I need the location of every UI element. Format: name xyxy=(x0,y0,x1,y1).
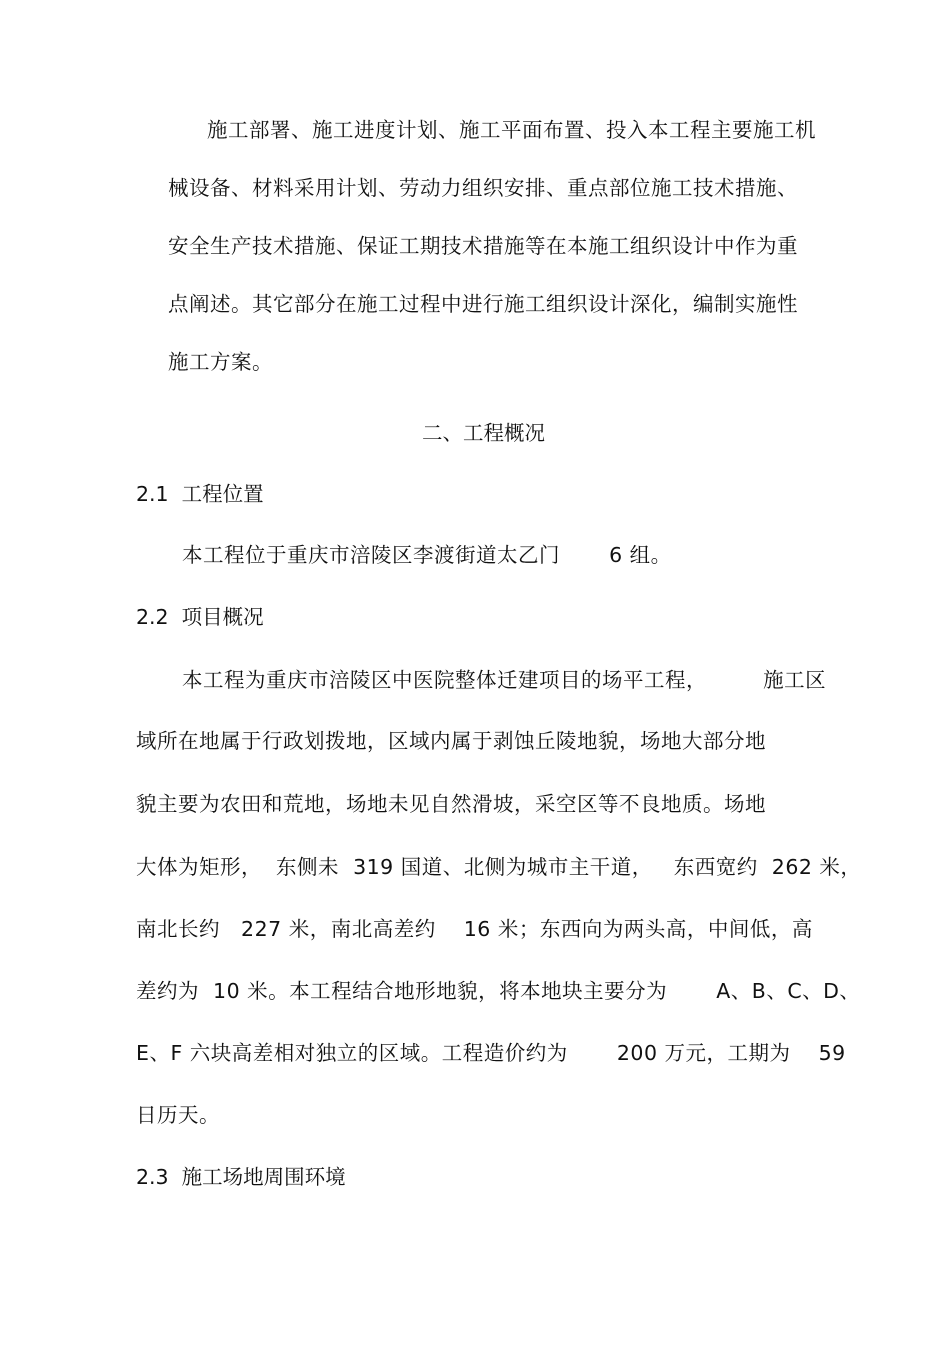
heading-2-3: 2.3 施工场地周围环境 xyxy=(136,1165,346,1189)
intro-line-2: 械设备、材料采用计划、劳动力组织安排、重点部位施工技术措施、 xyxy=(168,176,798,200)
overview-line-7: E、F 六块高差相对独立的区域。工程造价约为 200 万元，工期为 59 xyxy=(136,1041,846,1065)
overview-line-3: 貌主要为农田和荒地，场地未见自然滑坡，采空区等不良地质。场地 xyxy=(136,792,766,816)
section-title: 二、工程概况 xyxy=(422,421,545,445)
location-text: 本工程位于重庆市涪陵区李渡街道太乙门 6 组。 xyxy=(182,543,672,567)
heading-2-2: 2.2 项目概况 xyxy=(136,605,264,629)
intro-line-3: 安全生产技术措施、保证工期技术措施等在本施工组织设计中作为重 xyxy=(168,234,798,258)
intro-line-4: 点阐述。其它部分在施工过程中进行施工组织设计深化，编制实施性 xyxy=(168,292,798,316)
intro-line-1: 施工部署、施工进度计划、施工平面布置、投入本工程主要施工机 xyxy=(207,118,816,142)
intro-line-5: 施工方案。 xyxy=(168,350,273,374)
overview-line-2: 域所在地属于行政划拨地，区域内属于剥蚀丘陵地貌，场地大部分地 xyxy=(136,729,766,753)
overview-line-6: 差约为 10 米。本工程结合地形地貌，将本地块主要分为 A、B、C、D、 xyxy=(136,979,861,1003)
overview-line-8: 日历天。 xyxy=(136,1103,220,1127)
heading-2-1: 2.1 工程位置 xyxy=(136,482,264,506)
overview-line-4: 大体为矩形， 东侧未 319 国道、北侧为城市主干道， 东西宽约 262 米， xyxy=(136,855,862,879)
overview-line-1: 本工程为重庆市涪陵区中医院整体迁建项目的场平工程， 施工区 xyxy=(182,668,827,692)
overview-line-5: 南北长约 227 米，南北高差约 16 米；东西向为两头高，中间低，高 xyxy=(136,917,813,941)
